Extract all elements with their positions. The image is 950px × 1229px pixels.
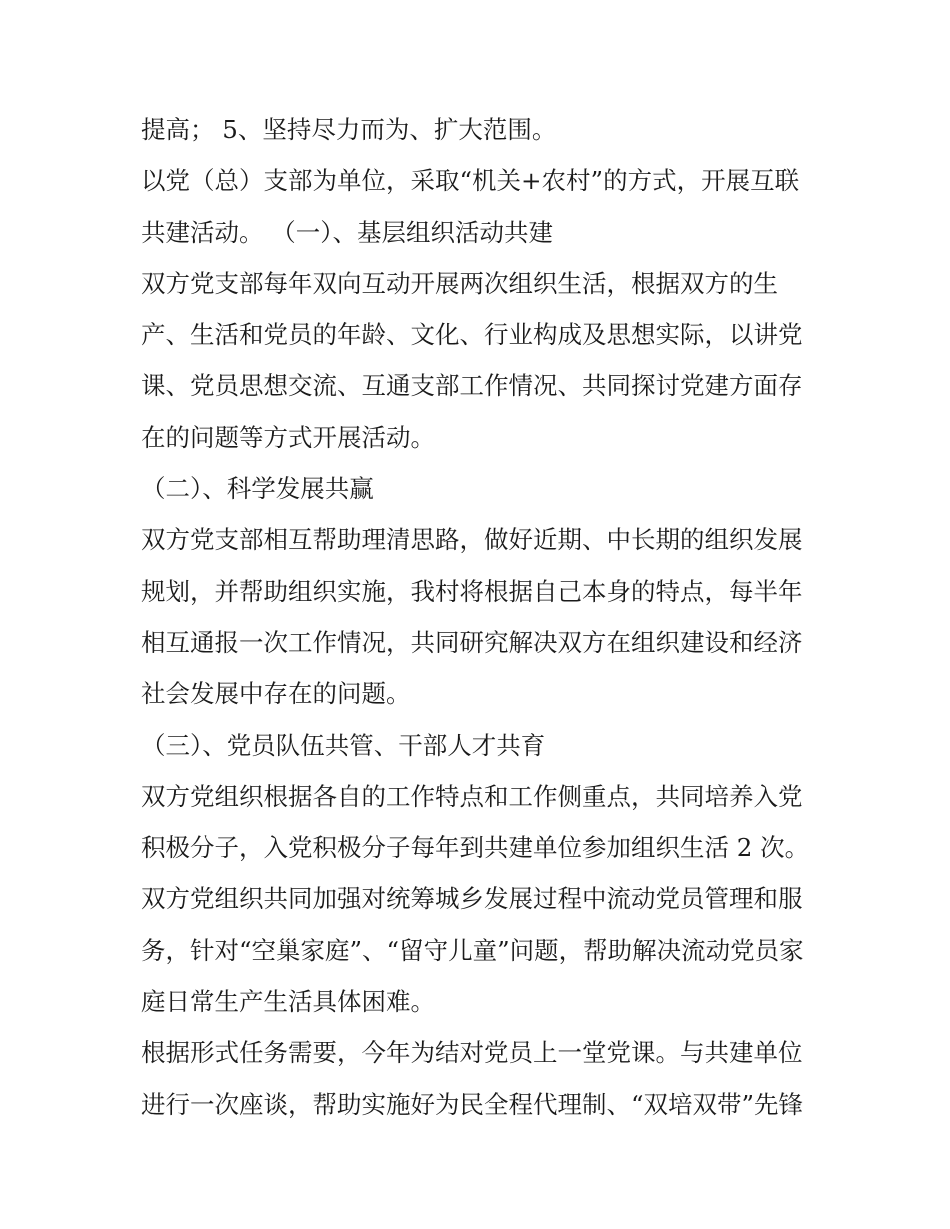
text-line: 务，针对“空巢家庭”、“留守儿童”问题，帮助解决流动党员家 [141,935,804,965]
text-line: 提高； 5、坚持尽力而为、扩大范围。 [141,115,557,144]
text-line: 庭日常生产生活具体困难。 [141,987,435,1017]
text-line: 共建活动。 （一）、基层组织活动共建 [141,217,554,247]
text-line: 进行一次座谈，帮助实施好为民全程代理制、“双培双带”先锋 [141,1089,804,1119]
text-line: 双方党支部每年双向互动开展两次组织生活，根据双方的生 [141,268,778,298]
text-line: 产、生活和党员的年龄、文化、行业构成及思想实际，以讲党 [141,320,803,350]
text-line: 以党（总）支部为单位，采取“机关+农村”的方式，开展互联 [141,166,800,196]
text-line: 相互通报一次工作情况，共同研究解决双方在组织建设和经济 [141,627,803,657]
section-heading: （二）、科学发展共赢 [141,474,374,504]
section-heading: （三）、党员队伍共管、干部人才共育 [141,730,546,760]
document-body [141,104,821,1130]
text-line: 根据形式任务需要，今年为结对党员上一堂党课。与共建单位 [141,1038,803,1068]
text-line: 积极分子，入党积极分子每年到共建单位参加组织生活 2 次。 [141,833,810,863]
text-line: 在的问题等方式开展活动。 [141,422,435,452]
text-line: 课、党员思想交流、互通支部工作情况、共同探讨党建方面存 [141,371,803,401]
text-line: 双方党支部相互帮助理清思路，做好近期、中长期的组织发展 [141,525,803,555]
text-line: 双方党组织根据各自的工作特点和工作侧重点，共同培养入党 [141,781,803,811]
text-line: 社会发展中存在的问题。 [141,679,411,709]
text-line: 规划，并帮助组织实施，我村将根据自己本身的特点，每半年 [141,576,803,606]
text-line: 双方党组织共同加强对统筹城乡发展过程中流动党员管理和服 [141,884,803,914]
